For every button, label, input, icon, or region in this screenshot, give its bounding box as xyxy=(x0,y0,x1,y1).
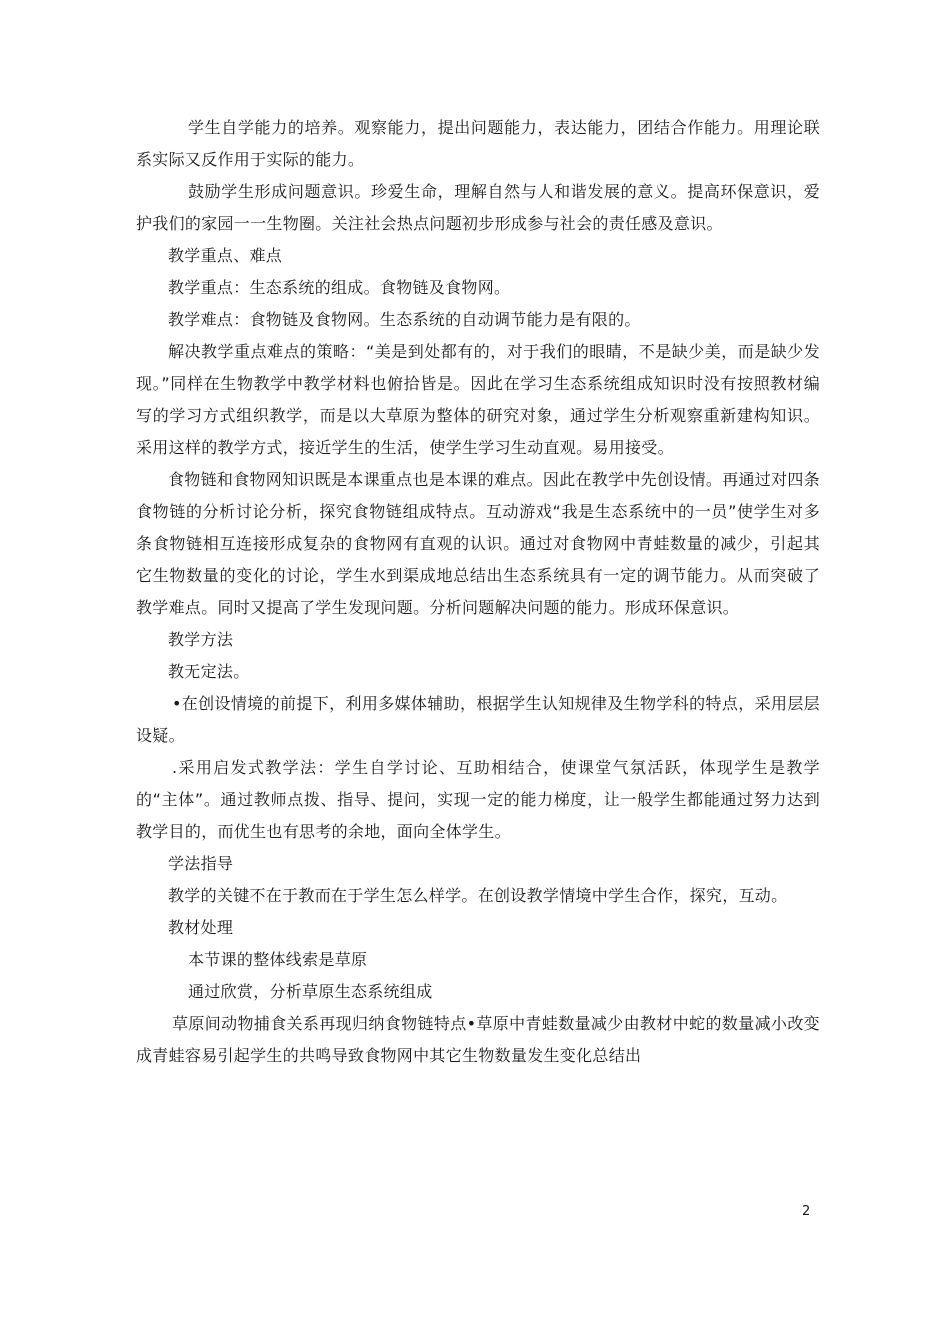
paragraph-encourage: 鼓励学生形成问题意识。珍爱生命，理解自然与人和谐发展的意义。提高环保意识，爱护我们的家园一一生物圈。关注社会热点问题初步形成参与社会的责任感及意识。 xyxy=(136,182,820,233)
paragraph-no-fixed-method: 教无定法。 xyxy=(168,662,250,681)
page-number: 2 xyxy=(802,1204,811,1219)
paragraph-learning-key: 教学的关键不在于教而在于学生怎么样学。在创设教学情境中学生合作，探究，互动。 xyxy=(168,886,788,905)
paragraph-strategy: 解决教学重点难点的策略：“美是到处都有的，对于我们的眼睛，不是缺少美，而是缺少发现。”同样在生物教学中教学材料也俯拾皆是。因此在学习生态系统组成知识时没有按照教材编写的学习方式组织教学，而是以大草原为整体的研究对象，通过学生分析观察重新建构知识。采用这样的教学方式，接近学生的生活，使学生学习生动直观。易用接受。 xyxy=(136,342,820,457)
paragraph-method-heuristic: .采用启发式教学法：学生自学讨论、互助相结合，使课堂气氛活跃，体现学生是教学的“主体”。通过教师点拨、指导、提问，实现一定的能力梯度，让一般学生都能通过努力达到教学目的，而优生也有思考的余地，面向全体学生。 xyxy=(136,758,820,841)
paragraph-key-focus: 教学重点：生态系统的组成。食物链及食物网。 xyxy=(168,278,511,297)
heading-learning-guidance: 学法指导 xyxy=(168,854,234,873)
heading-material-handling: 教材处理 xyxy=(168,918,234,937)
paragraph-difficulty: 教学难点：食物链及食物网。生态系统的自动调节能力是有限的。 xyxy=(168,310,641,329)
paragraph-method-multimedia: •在创设情境的前提下，利用多媒体辅助，根据学生认知规律及生物学科的特点，采用层层设疑。 xyxy=(136,694,820,745)
paragraph-grassland-predation: 草原间动物捕食关系再现归纳食物链特点•草原中青蛙数量减少由教材中蛇的数量减小改变成青蛙容易引起学生的共鸣导致食物网中其它生物数量发生变化总结出 xyxy=(136,1014,820,1065)
paragraph-main-clue: 本节课的整体线索是草原 xyxy=(188,950,368,969)
paragraph-food-chain: 食物链和食物网知识既是本课重点也是本课的难点。因此在教学中先创设情。再通过对四条食物链的分析讨论分析，探究食物链组成特点。互动游戏“我是生态系统中的一员”使学生对多条食物链相互连接形成复杂的食物网有直观的认识。通过对食物网中青蛙数量的减少，引起其它生物数量的变化的讨论，学生水到渠成地总结出生态系统具有一定的调节能力。从而突破了教学难点。同时又提高了学生发现问题。分析问题解决问题的能力。形成环保意识。 xyxy=(136,470,821,617)
paragraph-appreciate: 通过欣赏，分析草原生态系统组成 xyxy=(188,982,433,1001)
document-body xyxy=(136,112,820,1072)
heading-teaching-method: 教学方法 xyxy=(168,630,234,649)
heading-key-points: 教学重点、难点 xyxy=(168,246,283,265)
paragraph-self-study: 学生自学能力的培养。观察能力，提出问题能力，表达能力，团结合作能力。用理论联系实际又反作用于实际的能力。 xyxy=(136,118,820,169)
